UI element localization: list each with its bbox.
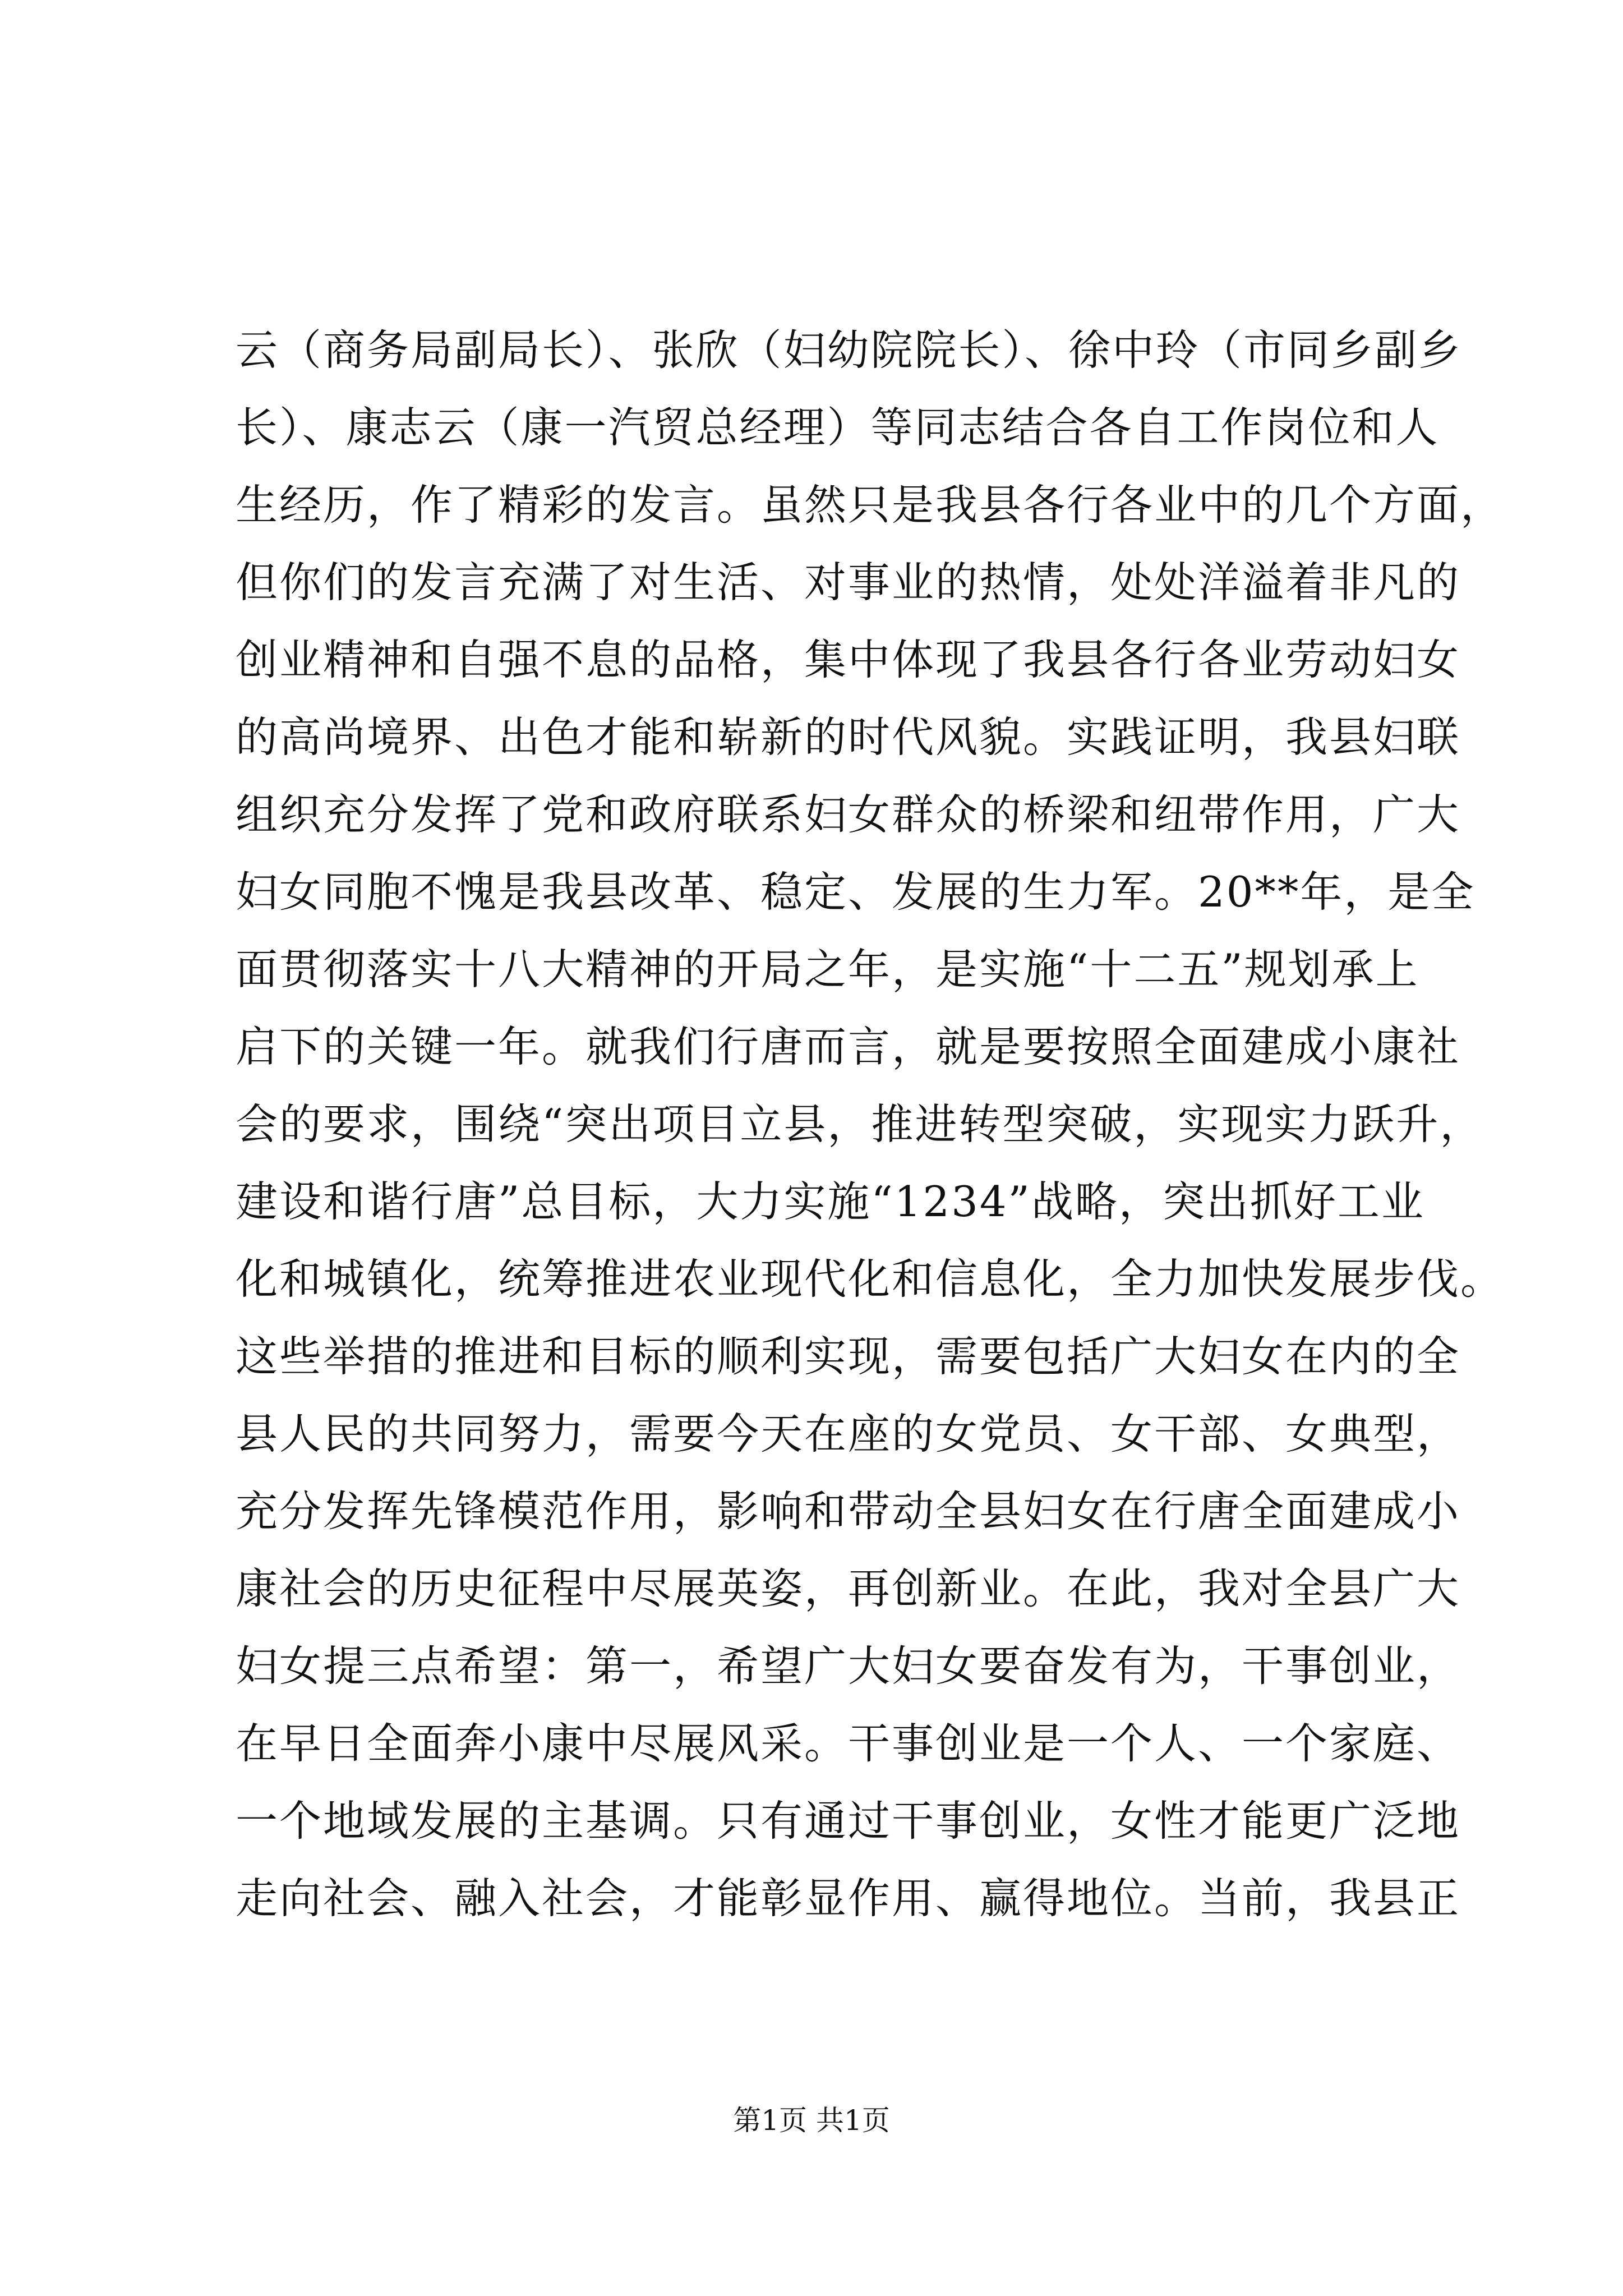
text-line: 走向社会、融入社会，才能彰显作用、赢得地位。当前，我县正 [236, 1874, 1461, 1923]
text-line: 生经历，作了精彩的发言。虽然只是我县各行各业中的几个方面， [236, 480, 1505, 530]
text-line: 一个地域发展的主基调。只有通过干事创业，女性才能更广泛地 [236, 1796, 1461, 1846]
text-line: 县人民的共同努力，需要今天在座的女党员、女干部、女典型， [236, 1409, 1461, 1458]
page-number-label: 第1页 共1页 [733, 2104, 890, 2137]
body-paragraph [236, 311, 1505, 1937]
text-line: 组织充分发挥了党和政府联系妇女群众的桥梁和纽带作用，广大 [236, 790, 1461, 839]
text-line: 康社会的历史征程中尽展英姿，再创新业。在此，我对全县广大 [236, 1564, 1461, 1613]
text-line: 在早日全面奔小康中尽展风采。干事创业是一个人、一个家庭、 [236, 1719, 1461, 1768]
text-line: 妇女同胞不愧是我县改革、稳定、发展的生力军。20**年，是全 [236, 867, 1476, 917]
text-line: 的高尚境界、出色才能和崭新的时代风貌。实践证明，我县妇联 [236, 712, 1461, 762]
text-line: 创业精神和自强不息的品格，集中体现了我县各行各业劳动妇女 [236, 635, 1461, 684]
text-line: 启下的关键一年。就我们行唐而言，就是要按照全面建成小康社 [236, 1022, 1461, 1071]
text-line: 这些举措的推进和目标的顺利实现，需要包括广大妇女在内的全 [236, 1332, 1461, 1381]
text-line: 妇女提三点希望：第一，希望广大妇女要奋发有为，干事创业， [236, 1641, 1461, 1691]
text-line: 会的要求，围绕“突出项目立县，推进转型突破，实现实力跃升， [236, 1099, 1484, 1149]
text-line: 建设和谐行唐”总目标，大力实施“1234”战略，突出抓好工业 [236, 1177, 1425, 1226]
page-footer [0, 2101, 1623, 2140]
text-line: 面贯彻落实十八大精神的开局之年，是实施“十二五”规划承上 [236, 945, 1419, 994]
text-line: 但你们的发言充满了对生活、对事业的热情，处处洋溢着非凡的 [236, 558, 1461, 607]
text-line: 云（商务局副局长）、张欣（妇幼院院长）、徐中玲（市同乡副乡 [236, 325, 1463, 375]
text-line: 化和城镇化，统筹推进农业现代化和信息化，全力加快发展步伐。 [236, 1254, 1505, 1304]
text-line: 长）、康志云（康一汽贸总经理）等同志结合各自工作岗位和人 [236, 403, 1440, 452]
text-line: 充分发挥先锋模范作用，影响和带动全县妇女在行唐全面建成小 [236, 1487, 1461, 1536]
